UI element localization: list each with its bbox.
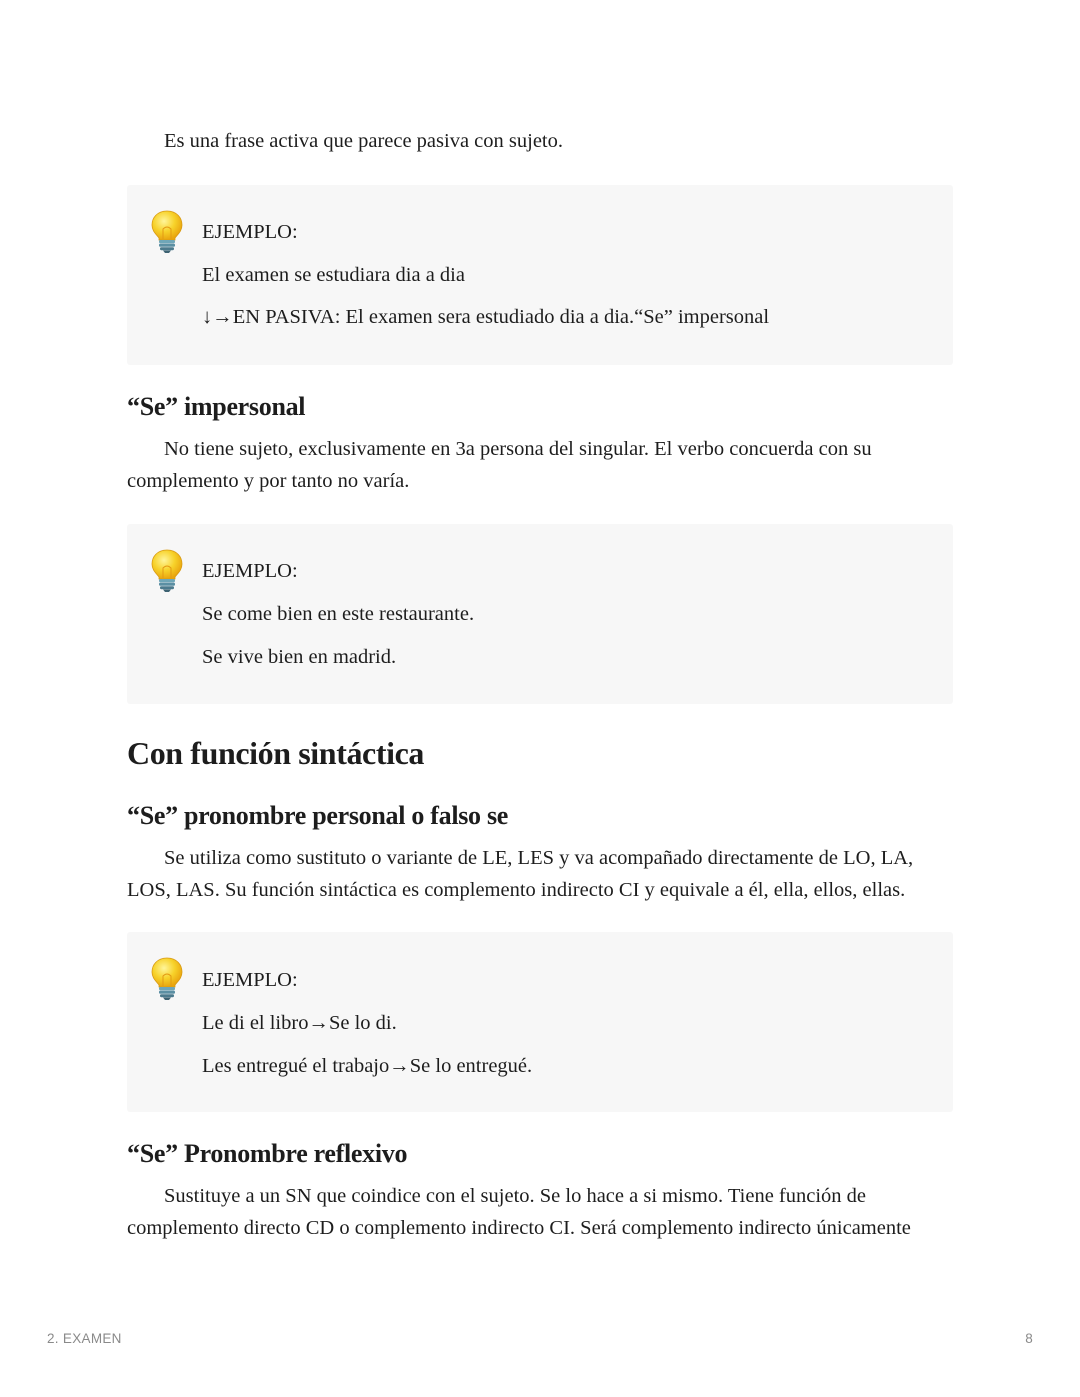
callout-line: Le di el libro→Se lo di.	[202, 1012, 397, 1034]
callout-line: ↓→EN PASIVA: El examen sera estudiado dia a dia.“Se” impersonal	[202, 306, 770, 328]
callout-label: EJEMPLO:	[202, 969, 298, 991]
callout-line: Les entregué el trabajo→Se lo entregué.	[202, 1055, 533, 1077]
section-paragraph: Se utiliza como sustituto o variante de LE, LES y va acompañado directamente de LO, LA, LOS, LAS. Su función sintáctica es complemento indirecto CI y equivale a él, ella, ellos, ellas.	[127, 847, 914, 901]
page-number: 8	[1025, 1331, 1033, 1346]
lightbulb-icon	[149, 956, 185, 1000]
callout-line: El examen se estudiara dia a dia	[202, 264, 465, 286]
section-heading: “Se” Pronombre reflexivo	[127, 1139, 408, 1168]
callout-label: EJEMPLO:	[202, 560, 298, 582]
example-callout	[127, 932, 953, 1112]
callout-line: Se vive bien en madrid.	[202, 646, 397, 668]
example-callout	[127, 185, 953, 365]
section-heading: “Se” pronombre personal o falso se	[127, 801, 509, 830]
lightbulb-icon	[149, 209, 185, 253]
footer-section-label: 2. EXAMEN	[47, 1331, 122, 1346]
lightbulb-icon	[149, 548, 185, 592]
callout-line: Se come bien en este restaurante.	[202, 603, 475, 625]
section-paragraph: Sustituye a un SN que coindice con el sujeto. Se lo hace a si mismo. Tiene función de complemento directo CD o complemento indirecto CI. Será complemento indirecto únicamente	[127, 1185, 911, 1239]
section-title: Con función sintáctica	[127, 735, 424, 771]
intro-paragraph: Es una frase activa que parece pasiva con sujeto.	[164, 130, 563, 152]
section-heading: “Se” impersonal	[127, 392, 306, 421]
callout-label: EJEMPLO:	[202, 221, 298, 243]
section-paragraph: No tiene sujeto, exclusivamente en 3a persona del singular. El verbo concuerda con su complemento y por tanto no varía.	[127, 438, 872, 492]
example-callout	[127, 524, 953, 704]
